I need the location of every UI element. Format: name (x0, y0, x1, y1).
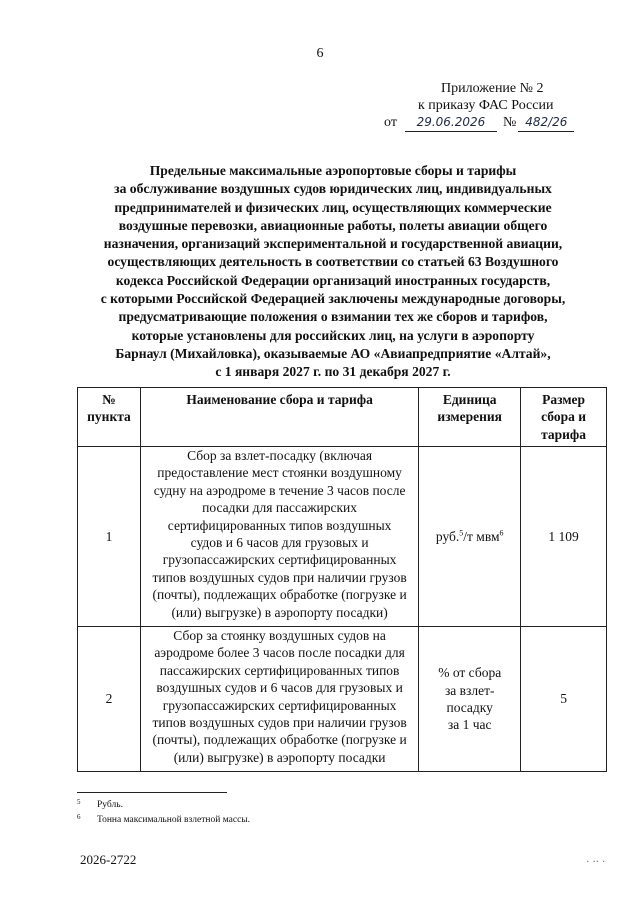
footnote (77, 813, 250, 828)
row-name-line: сертифицированных типов воздушных (167, 517, 392, 533)
row-name-line: типов воздушных судов при наличии грузов (152, 569, 407, 585)
header-text: Наименование сбора и тарифа (186, 392, 373, 407)
unit-text: /т мвм (463, 528, 500, 544)
row-name-line: Сбор за взлет-посадку (включая (187, 448, 373, 463)
row-name-line: воздушных судов и 6 часов для грузовых и (156, 680, 403, 696)
annex-title: Приложение № 2 (441, 81, 544, 96)
header-num (78, 388, 141, 447)
table-header-row (78, 388, 607, 447)
title-line: Барнаул (Михайловка), оказываемые АО «Авиапредприятие «Алтай», (115, 345, 551, 361)
title-line: воздушные перевозки, авиационные работы, полеты авиации общего (118, 217, 548, 233)
row-name-line: пассажирских сертифицированных типов (159, 662, 400, 678)
row-name-line: (почты), подлежащих обработке (погрузке и (152, 587, 407, 603)
footnote-text: Тонна максимальной взлетной массы. (97, 815, 251, 825)
row-size: 1 109 (521, 447, 607, 627)
order-date: 29.06.2026 (405, 114, 497, 132)
header-text: № (102, 392, 116, 407)
row-name-line: грузопассажирских сертифицированных (162, 697, 397, 713)
header-unit (419, 388, 521, 447)
from-label: от (384, 115, 397, 130)
order-number: 482/26 (518, 114, 574, 132)
fees-table (77, 387, 607, 772)
table-row (78, 447, 607, 627)
row-name (140, 447, 418, 627)
page-number: 6 (316, 46, 324, 61)
row-name-line: предоставление мест стоянки воздушному (157, 465, 402, 481)
row-name-line: (или) выгрузке) в аэропорту посадки) (171, 604, 388, 620)
unit-text: руб. (435, 528, 460, 544)
footnotes (77, 798, 250, 828)
row-num: 1 (78, 447, 141, 627)
header-text: измерения (437, 409, 502, 425)
footnote-mark: 5 (77, 798, 81, 806)
header-name (140, 388, 418, 447)
annex-order-ref: к приказу ФАС России (418, 98, 554, 113)
footnote-ref: 6 (499, 528, 504, 538)
header-text: пункта (87, 409, 131, 425)
title-line: назначения, организаций экспериментальной и государственной авиации, (103, 236, 563, 252)
row-name-line: судов и 6 часов для грузовых и (190, 535, 369, 551)
corner-mark: · ·· · (586, 857, 606, 868)
row-name-line: (или) выгрузке) в аэропорту посадки (173, 749, 386, 765)
document-title (60, 162, 606, 382)
title-line: кодекса Российской Федерации организаций иностранных государств, (115, 272, 551, 288)
row-unit (419, 447, 521, 627)
row-unit (419, 627, 521, 772)
footnote-mark: 6 (77, 813, 81, 821)
row-name-line: аэродроме более 3 часов после посадки для (154, 645, 405, 661)
row-name (140, 627, 418, 772)
header-size (521, 388, 607, 447)
row-name-line: посадки для пассажирских (202, 500, 358, 516)
footnote (77, 798, 250, 813)
title-line: Предельные максимальные аэропортовые сборы и тарифы (149, 163, 517, 178)
annex-header (384, 80, 604, 132)
row-name-line: (почты), подлежащих обработке (погрузке и (152, 732, 407, 748)
row-size: 5 (521, 627, 607, 772)
unit-line: % от сбора (438, 665, 502, 681)
title-line: предпринимателей и физических лиц, осуществляющих коммерческие (114, 199, 552, 215)
annex-date-number (384, 114, 604, 132)
title-line: предусматривающие положения о взимании тех же сборов и тарифов, (118, 309, 548, 325)
table-row (78, 627, 607, 772)
unit-line: за 1 час (447, 717, 492, 733)
title-line: осуществляющих деятельность в соответствии со статьей 63 Воздушного (107, 254, 559, 270)
header-text: тарифа (541, 426, 587, 442)
footnote-ref: 5 (459, 528, 464, 538)
title-line: с которыми Российской Федерацией заключены международные договоры, (100, 291, 566, 307)
unit-line: за взлет- (444, 682, 495, 698)
row-name-line: грузопассажирских сертифицированных (162, 552, 397, 568)
row-num: 2 (78, 627, 141, 772)
footnote-text: Рубль. (97, 800, 123, 810)
number-label: № (502, 115, 517, 130)
row-name-line: судну на аэродроме в течение 3 часов после (153, 482, 406, 498)
title-line: с 1 января 2027 г. по 31 декабря 2027 г. (215, 364, 451, 380)
title-line: за обслуживание воздушных судов юридических лиц, индивидуальных (114, 181, 552, 197)
header-text: Размер (542, 392, 586, 407)
footnote-divider (77, 792, 227, 793)
header-text: сбора и (541, 409, 586, 425)
row-name-line: типов воздушных судов при наличии грузов (152, 715, 407, 731)
title-line: которые установлены для российских лиц, на услуги в аэропорту (131, 327, 535, 343)
document-code: 2026-2722 (80, 852, 137, 867)
header-text: Единица (442, 392, 497, 407)
row-name-line: Сбор за стоянку воздушных судов на (173, 628, 386, 643)
unit-line: посадку (446, 700, 493, 715)
